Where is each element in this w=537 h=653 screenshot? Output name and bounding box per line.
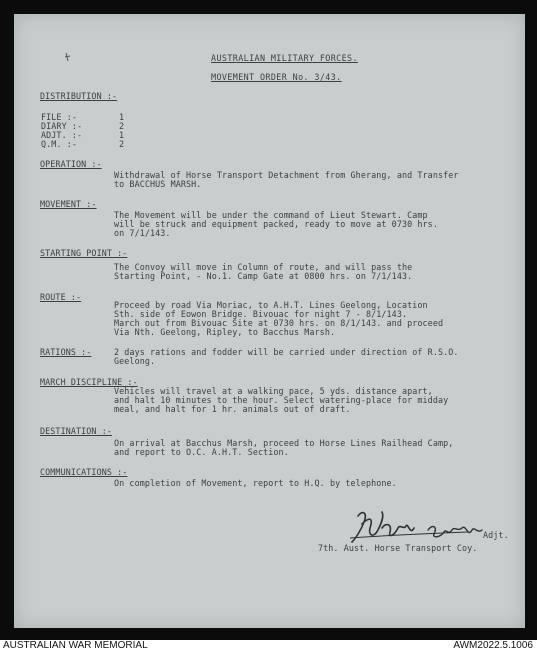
- operation-line: to BACCHUS MARSH.: [114, 179, 202, 189]
- distribution-label: Q.M. :-: [41, 139, 77, 149]
- document-subtitle: MOVEMENT ORDER No. 3/43.: [211, 72, 342, 82]
- distribution-label: DIARY :-: [41, 121, 83, 131]
- movement-line: The Movement will be under the command of Lieut Stewart. Camp: [114, 210, 428, 220]
- route-line: March out from Bivouac Site at 0730 hrs. on 8/1/143. and proceed: [114, 318, 444, 328]
- signature-suffix: Adjt.: [483, 530, 509, 540]
- route-line: Sth. side of Eowon Bridge. Bivouac for night 7 - 8/1/143.: [114, 309, 408, 319]
- handwritten-signature: [348, 508, 490, 546]
- rations-line: 2 days rations and fodder will be carried under direction of R.S.O.: [114, 347, 459, 357]
- document-title: AUSTRALIAN MILITARY FORCES.: [211, 53, 358, 63]
- signature-unit: 7th. Aust. Horse Transport Coy.: [318, 543, 478, 553]
- movement-line: will be struck and equipment packed, ready to move at 0730 hrs.: [114, 219, 438, 229]
- march-discipline-line: and halt 10 minutes to the hour. Select watering-place for midday: [114, 395, 449, 405]
- document-page: [14, 14, 525, 628]
- destination-heading: DESTINATION :-: [40, 426, 112, 436]
- starting-point-line: The Convoy will move in Column of route, and will pass the: [114, 262, 413, 272]
- rations-heading: RATIONS :-: [40, 347, 92, 357]
- destination-line: and report to O.C. A.H.T. Section.: [114, 447, 289, 457]
- rations-line: Geelong.: [114, 356, 156, 366]
- starting-point-heading: STARTING POINT :-: [40, 248, 128, 258]
- distribution-value: 2: [119, 121, 125, 131]
- operation-heading: OPERATION :-: [40, 159, 102, 169]
- movement-heading: MOVEMENT :-: [40, 199, 97, 209]
- distribution-label: FILE :-: [41, 112, 77, 122]
- footer-institution: AUSTRALIAN WAR MEMORIAL: [3, 640, 148, 651]
- communications-line: On completion of Movement, report to H.Q. by telephone.: [114, 478, 397, 488]
- distribution-value: 2: [119, 139, 125, 149]
- starting-point-line: Starting Point, - No.1. Camp Gate at 0800 hrs. on 7/1/143.: [114, 271, 413, 281]
- distribution-value: 1: [119, 130, 125, 140]
- communications-heading: COMMUNICATIONS :-: [40, 467, 128, 477]
- movement-line: on 7/1/143.: [114, 228, 171, 238]
- distribution-heading: DISTRIBUTION :-: [40, 91, 118, 101]
- destination-line: On arrival at Bacchus Marsh, proceed to Horse Lines Railhead Camp,: [114, 438, 454, 448]
- operation-line: Withdrawal of Horse Transport Detachment from Gherang, and Transfer: [114, 170, 459, 180]
- march-discipline-line: Vehicles will travel at a walking pace, 5 yds. distance apart,: [114, 386, 433, 396]
- march-discipline-line: meal, and halt for 1 hr. animals out of draft.: [114, 404, 351, 414]
- distribution-label: ADJT. :-: [41, 130, 83, 140]
- route-line: Via Nth. Geelong, Ripley, to Bacchus Marsh.: [114, 327, 336, 337]
- footer-catalogue-id: AWM2022.5.1006: [453, 640, 533, 651]
- route-heading: ROUTE :-: [40, 292, 82, 302]
- pencil-mark-icon: [64, 52, 72, 62]
- archive-footer: [0, 640, 537, 653]
- route-line: Proceed by road Via Moriac, to A.H.T. Lines Geelong, Location: [114, 300, 428, 310]
- march-discipline-heading: MARCH DISCIPLINE :-: [40, 377, 138, 387]
- distribution-value: 1: [119, 112, 125, 122]
